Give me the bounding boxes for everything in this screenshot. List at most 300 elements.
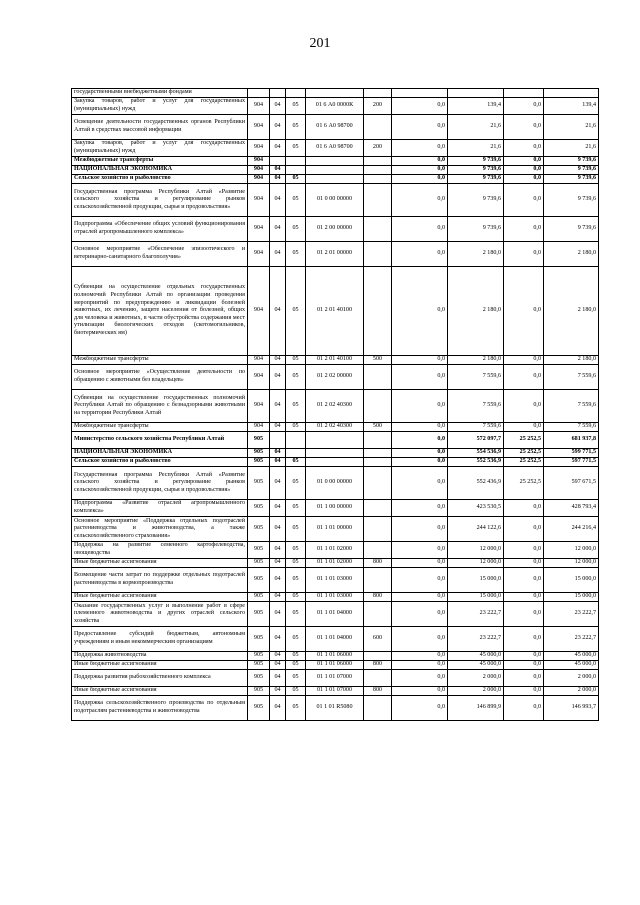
row-value-4: 23 222,7 (544, 627, 599, 652)
row-ved: 904 (248, 390, 270, 423)
row-pr: 05 (286, 696, 306, 721)
row-value-4: 7 559,6 (544, 365, 599, 390)
row-value-4: 681 937,8 (544, 432, 599, 449)
row-ved: 904 (248, 98, 270, 115)
row-name: НАЦИОНАЛЬНАЯ ЭКОНОМИКА (72, 166, 248, 175)
row-value-2: 139,4 (448, 98, 504, 115)
row-rz: 04 (270, 458, 286, 467)
row-rz: 04 (270, 356, 286, 365)
row-value-3: 0,0 (504, 390, 544, 423)
row-ved: 904 (248, 267, 270, 356)
row-value-4: 7 559,6 (544, 390, 599, 423)
row-csr (306, 458, 364, 467)
row-vr (364, 696, 392, 721)
row-name: Предоставление субсидий бюджетным, автономным учреждениям и иным некоммерческим организациям (72, 627, 248, 652)
row-ved: 905 (248, 517, 270, 542)
row-value-4: 23 222,7 (544, 602, 599, 627)
row-value-1: 0,0 (392, 157, 448, 166)
row-pr: 05 (286, 140, 306, 157)
row-value-3: 0,0 (504, 661, 544, 670)
row-name: Межбюджетные трансферты (72, 423, 248, 432)
row-rz: 04 (270, 242, 286, 267)
row-rz: 04 (270, 500, 286, 517)
row-value-3 (504, 89, 544, 98)
row-value-1: 0,0 (392, 140, 448, 157)
row-pr: 05 (286, 593, 306, 602)
row-vr (364, 500, 392, 517)
row-value-4: 597 671,5 (544, 467, 599, 500)
row-value-1: 0,0 (392, 166, 448, 175)
table-row (72, 467, 599, 500)
row-value-2: 15 000,0 (448, 593, 504, 602)
table-row (72, 593, 599, 602)
table-row (72, 449, 599, 458)
row-value-3: 0,0 (504, 115, 544, 140)
row-name: Подпрограмма «Развитие отраслей агропромышленного комплекса» (72, 500, 248, 517)
row-vr: 800 (364, 593, 392, 602)
row-value-1: 0,0 (392, 467, 448, 500)
table-row (72, 500, 599, 517)
row-value-2: 9 739,6 (448, 157, 504, 166)
row-ved: 904 (248, 365, 270, 390)
row-name: Подпрограмма «Обеспечение общих условий функционирования отраслей агропромышленного комплекса» (72, 217, 248, 242)
row-value-3: 0,0 (504, 602, 544, 627)
row-value-1: 0,0 (392, 365, 448, 390)
row-vr (364, 175, 392, 184)
row-value-2: 9 739,6 (448, 217, 504, 242)
row-name: Иные бюджетные ассигнования (72, 593, 248, 602)
row-ved: 905 (248, 458, 270, 467)
row-rz: 04 (270, 267, 286, 356)
row-csr: 01 0 00 00000 (306, 184, 364, 217)
row-value-1: 0,0 (392, 458, 448, 467)
table-row (72, 559, 599, 568)
row-ved: 905 (248, 500, 270, 517)
row-csr: 01 1 01 03000 (306, 593, 364, 602)
row-value-2: 244 122,6 (448, 517, 504, 542)
row-rz: 04 (270, 467, 286, 500)
row-vr (364, 449, 392, 458)
row-pr: 05 (286, 467, 306, 500)
row-ved: 904 (248, 157, 270, 166)
row-vr (364, 670, 392, 687)
row-value-1: 0,0 (392, 449, 448, 458)
row-vr (364, 115, 392, 140)
row-vr: 200 (364, 140, 392, 157)
row-value-3: 0,0 (504, 98, 544, 115)
row-value-2: 2 000,0 (448, 670, 504, 687)
row-rz: 04 (270, 517, 286, 542)
row-name: Межбюджетные трансферты (72, 157, 248, 166)
row-value-2: 552 436,9 (448, 467, 504, 500)
table-row (72, 242, 599, 267)
row-value-3: 0,0 (504, 593, 544, 602)
row-name: Государственная программа Республики Алтай «Развитие сельского хозяйства и регулирование рынков сельскохозяйственной продукции, сырья и продовольствия» (72, 467, 248, 500)
row-value-3: 0,0 (504, 157, 544, 166)
row-ved: 905 (248, 652, 270, 661)
row-value-3: 0,0 (504, 517, 544, 542)
row-pr: 05 (286, 627, 306, 652)
row-value-2: 2 180,0 (448, 356, 504, 365)
row-ved: 904 (248, 184, 270, 217)
row-csr: 01 1 01 04000 (306, 602, 364, 627)
table-row (72, 166, 599, 175)
row-csr: 01 2 01 00000 (306, 242, 364, 267)
row-value-4: 15 000,0 (544, 568, 599, 593)
row-csr: 01 1 01 02000 (306, 559, 364, 568)
row-rz: 04 (270, 390, 286, 423)
row-value-2: 146 899,9 (448, 696, 504, 721)
row-csr (306, 89, 364, 98)
row-value-2: 9 739,6 (448, 184, 504, 217)
row-name: Министерство сельского хозяйства Республики Алтай (72, 432, 248, 449)
table-row (72, 696, 599, 721)
row-pr (286, 89, 306, 98)
row-name: Поддержка на развитие семенного картофелеводства, овощеводства (72, 542, 248, 559)
table-row (72, 365, 599, 390)
row-value-3: 0,0 (504, 559, 544, 568)
row-value-4: 15 000,0 (544, 593, 599, 602)
row-rz: 04 (270, 602, 286, 627)
row-vr (364, 89, 392, 98)
row-ved: 905 (248, 593, 270, 602)
row-value-3: 25 252,5 (504, 449, 544, 458)
row-value-1: 0,0 (392, 542, 448, 559)
row-value-4: 7 559,6 (544, 423, 599, 432)
row-value-1: 0,0 (392, 356, 448, 365)
row-csr: 01 2 02 40300 (306, 390, 364, 423)
row-value-4: 244 216,4 (544, 517, 599, 542)
row-csr (306, 432, 364, 449)
row-vr: 800 (364, 559, 392, 568)
row-ved: 905 (248, 687, 270, 696)
row-pr: 05 (286, 98, 306, 115)
row-name: Субвенции на осуществление отдельных государственных полномочий Республики Алтай по организации проведения мероприятий по предупреждению и ликвидации болезней животных, их лечению, защите населения от болезней, общих для человека и животных, в части обустройства содержания мест утилизации биологических отходов (скотомогильников, биотермических ям) (72, 267, 248, 356)
row-value-4: 146 993,7 (544, 696, 599, 721)
row-value-4: 9 739,6 (544, 166, 599, 175)
row-pr: 05 (286, 652, 306, 661)
row-rz: 04 (270, 140, 286, 157)
row-value-2: 12 000,0 (448, 542, 504, 559)
row-value-4: 21,6 (544, 115, 599, 140)
row-value-1: 0,0 (392, 390, 448, 423)
row-value-1: 0,0 (392, 432, 448, 449)
row-name: Иные бюджетные ассигнования (72, 687, 248, 696)
table-row (72, 652, 599, 661)
row-value-4: 45 000,0 (544, 652, 599, 661)
row-ved: 904 (248, 356, 270, 365)
row-csr: 01 6 А0 0000К (306, 98, 364, 115)
row-name: Поддержка развития рыбохозяйственного комплекса (72, 670, 248, 687)
row-value-3: 0,0 (504, 356, 544, 365)
row-pr (286, 432, 306, 449)
row-name: Сельское хозяйство и рыболовство (72, 458, 248, 467)
row-ved (248, 89, 270, 98)
row-vr (364, 365, 392, 390)
row-csr: 01 1 01 00000 (306, 517, 364, 542)
row-ved: 904 (248, 242, 270, 267)
row-vr (364, 184, 392, 217)
row-csr: 01 1 01 04000 (306, 627, 364, 652)
row-value-2: 572 097,7 (448, 432, 504, 449)
table-row (72, 432, 599, 449)
row-vr (364, 217, 392, 242)
row-rz: 04 (270, 696, 286, 721)
row-pr: 05 (286, 559, 306, 568)
row-value-1: 0,0 (392, 175, 448, 184)
row-ved: 905 (248, 670, 270, 687)
row-rz: 04 (270, 627, 286, 652)
row-csr: 01 1 01 02000 (306, 542, 364, 559)
row-rz: 04 (270, 98, 286, 115)
row-value-3: 0,0 (504, 568, 544, 593)
row-rz (270, 89, 286, 98)
row-value-2: 552 536,9 (448, 458, 504, 467)
row-value-4: 45 000,0 (544, 661, 599, 670)
row-rz: 04 (270, 593, 286, 602)
row-csr: 01 2 00 00000 (306, 217, 364, 242)
row-value-4: 9 739,6 (544, 217, 599, 242)
row-ved: 904 (248, 166, 270, 175)
row-value-4: 139,4 (544, 98, 599, 115)
row-value-3: 25 252,5 (504, 467, 544, 500)
row-value-4: 9 739,6 (544, 157, 599, 166)
row-value-4: 9 739,6 (544, 175, 599, 184)
row-csr (306, 449, 364, 458)
row-value-3: 0,0 (504, 500, 544, 517)
row-value-3: 0,0 (504, 267, 544, 356)
row-value-1: 0,0 (392, 652, 448, 661)
row-name: Оказание государственных услуг и выполнение работ в сфере племенного животноводства и других отраслей сельского хозяйства (72, 602, 248, 627)
row-value-3: 0,0 (504, 166, 544, 175)
row-value-1: 0,0 (392, 687, 448, 696)
row-rz: 04 (270, 115, 286, 140)
row-value-2: 2 180,0 (448, 242, 504, 267)
row-pr: 05 (286, 568, 306, 593)
row-value-1: 0,0 (392, 568, 448, 593)
row-value-3: 0,0 (504, 423, 544, 432)
row-pr (286, 449, 306, 458)
row-value-2: 21,6 (448, 115, 504, 140)
row-pr: 05 (286, 602, 306, 627)
row-name: Сельское хозяйство и рыболовство (72, 175, 248, 184)
row-ved: 905 (248, 432, 270, 449)
row-name: Закупка товаров, работ и услуг для государственных (муниципальных) нужд (72, 140, 248, 157)
row-value-2: 7 559,6 (448, 423, 504, 432)
row-value-3: 0,0 (504, 696, 544, 721)
row-value-1: 0,0 (392, 98, 448, 115)
table-row (72, 568, 599, 593)
row-pr: 05 (286, 687, 306, 696)
row-name: Поддержка сельскохозяйственного производства по отдельным подотраслям растениеводства и животноводства (72, 696, 248, 721)
row-name: Основное мероприятие «Поддержка отдельных подотраслей растениеводства и животноводства, а также сельскохозяйственного страхования» (72, 517, 248, 542)
row-vr (364, 242, 392, 267)
row-vr (364, 458, 392, 467)
row-value-1: 0,0 (392, 627, 448, 652)
row-value-1: 0,0 (392, 500, 448, 517)
row-ved: 905 (248, 602, 270, 627)
row-pr: 05 (286, 670, 306, 687)
row-rz: 04 (270, 166, 286, 175)
row-value-4: 2 180,0 (544, 242, 599, 267)
row-ved: 905 (248, 542, 270, 559)
row-name: Основное мероприятие «Обеспечение эпизоотического и ветеринарно-санитарного благополучия» (72, 242, 248, 267)
row-csr: 01 2 01 40100 (306, 267, 364, 356)
row-name: Освещение деятельности государственных органов Республики Алтай в средствах массовой информации (72, 115, 248, 140)
row-name: государственными внебюджетными фондами (72, 89, 248, 98)
row-value-4: 2 000,0 (544, 687, 599, 696)
row-pr: 05 (286, 365, 306, 390)
row-value-1: 0,0 (392, 661, 448, 670)
row-csr: 01 1 01 06000 (306, 652, 364, 661)
row-name: Межбюджетные трансферты (72, 356, 248, 365)
row-rz: 04 (270, 365, 286, 390)
row-value-1: 0,0 (392, 217, 448, 242)
table-row (72, 184, 599, 217)
row-value-1: 0,0 (392, 517, 448, 542)
row-value-2: 15 000,0 (448, 568, 504, 593)
row-vr (364, 267, 392, 356)
row-ved: 904 (248, 175, 270, 184)
row-pr: 05 (286, 175, 306, 184)
row-value-1: 0,0 (392, 242, 448, 267)
row-value-3: 25 252,5 (504, 458, 544, 467)
row-rz: 04 (270, 175, 286, 184)
row-value-1: 0,0 (392, 593, 448, 602)
row-rz: 04 (270, 670, 286, 687)
row-csr (306, 175, 364, 184)
row-value-4: 597 771,5 (544, 458, 599, 467)
row-name: НАЦИОНАЛЬНАЯ ЭКОНОМИКА (72, 449, 248, 458)
table-row (72, 115, 599, 140)
row-value-3: 0,0 (504, 242, 544, 267)
row-pr (286, 166, 306, 175)
row-vr: 800 (364, 661, 392, 670)
row-name: Поддержка животноводства (72, 652, 248, 661)
row-vr: 500 (364, 356, 392, 365)
row-vr (364, 390, 392, 423)
row-csr: 01 0 00 00000 (306, 467, 364, 500)
row-rz: 04 (270, 217, 286, 242)
row-csr: 01 6 А0 98700 (306, 140, 364, 157)
row-rz: 04 (270, 449, 286, 458)
row-pr: 05 (286, 115, 306, 140)
row-vr (364, 432, 392, 449)
row-rz: 04 (270, 687, 286, 696)
row-rz: 04 (270, 559, 286, 568)
table-row (72, 267, 599, 356)
row-name: Иные бюджетные ассигнования (72, 661, 248, 670)
budget-table (71, 88, 599, 721)
row-vr (364, 517, 392, 542)
row-csr: 01 2 02 00000 (306, 365, 364, 390)
row-csr (306, 166, 364, 175)
row-value-1: 0,0 (392, 696, 448, 721)
row-csr: 01 1 01 03000 (306, 568, 364, 593)
row-name: Субвенции на осуществление государственных полномочий Республики Алтай по обращению с безнадзорными животными на территории Республики Алтай (72, 390, 248, 423)
row-value-1: 0,0 (392, 670, 448, 687)
row-value-3: 0,0 (504, 542, 544, 559)
row-value-1: 0,0 (392, 423, 448, 432)
row-pr: 05 (286, 661, 306, 670)
row-pr: 05 (286, 458, 306, 467)
row-vr (364, 166, 392, 175)
row-pr: 05 (286, 500, 306, 517)
row-value-4: 12 000,0 (544, 542, 599, 559)
row-value-2: 23 222,7 (448, 627, 504, 652)
row-vr (364, 542, 392, 559)
row-value-1: 0,0 (392, 267, 448, 356)
row-rz: 04 (270, 661, 286, 670)
table-row (72, 98, 599, 115)
table-row (72, 687, 599, 696)
row-value-4: 2 000,0 (544, 670, 599, 687)
table-row (72, 217, 599, 242)
row-csr (306, 157, 364, 166)
row-value-2: 21,6 (448, 140, 504, 157)
row-pr: 05 (286, 184, 306, 217)
row-vr (364, 157, 392, 166)
row-rz: 04 (270, 652, 286, 661)
row-name: Закупка товаров, работ и услуг для государственных (муниципальных) нужд (72, 98, 248, 115)
row-value-3: 0,0 (504, 627, 544, 652)
row-rz (270, 157, 286, 166)
row-value-2: 23 222,7 (448, 602, 504, 627)
row-csr: 01 1 01 07000 (306, 670, 364, 687)
row-vr (364, 467, 392, 500)
row-pr: 05 (286, 356, 306, 365)
row-rz (270, 432, 286, 449)
row-ved: 904 (248, 140, 270, 157)
row-value-2: 45 000,0 (448, 661, 504, 670)
row-value-1: 0,0 (392, 184, 448, 217)
row-value-3: 0,0 (504, 175, 544, 184)
row-value-3: 0,0 (504, 687, 544, 696)
row-name: Возмещение части затрат по поддержке отдельных подотраслей растениеводства в кормопроизводства (72, 568, 248, 593)
table-row (72, 627, 599, 652)
row-pr: 05 (286, 542, 306, 559)
row-ved: 904 (248, 217, 270, 242)
row-name: Основное мероприятие «Осуществление деятельности по обращению с животными без владельцев» (72, 365, 248, 390)
row-vr: 500 (364, 423, 392, 432)
table-row (72, 670, 599, 687)
row-pr: 05 (286, 242, 306, 267)
table-row (72, 517, 599, 542)
row-rz: 04 (270, 184, 286, 217)
table-row (72, 458, 599, 467)
row-ved: 905 (248, 661, 270, 670)
row-vr: 600 (364, 627, 392, 652)
table-row (72, 542, 599, 559)
row-value-4: 428 793,4 (544, 500, 599, 517)
table-row (72, 661, 599, 670)
row-value-1: 0,0 (392, 559, 448, 568)
row-csr: 01 1 01 06000 (306, 661, 364, 670)
row-value-2: 45 000,0 (448, 652, 504, 661)
row-value-4: 9 739,6 (544, 184, 599, 217)
row-value-4: 599 771,5 (544, 449, 599, 458)
row-csr: 01 1 01 07000 (306, 687, 364, 696)
row-value-4 (544, 89, 599, 98)
table-row (72, 602, 599, 627)
row-value-4: 21,6 (544, 140, 599, 157)
row-rz: 04 (270, 423, 286, 432)
row-rz: 04 (270, 542, 286, 559)
row-value-1 (392, 89, 448, 98)
row-value-3: 0,0 (504, 652, 544, 661)
row-value-3: 0,0 (504, 365, 544, 390)
row-csr: 01 2 02 40300 (306, 423, 364, 432)
